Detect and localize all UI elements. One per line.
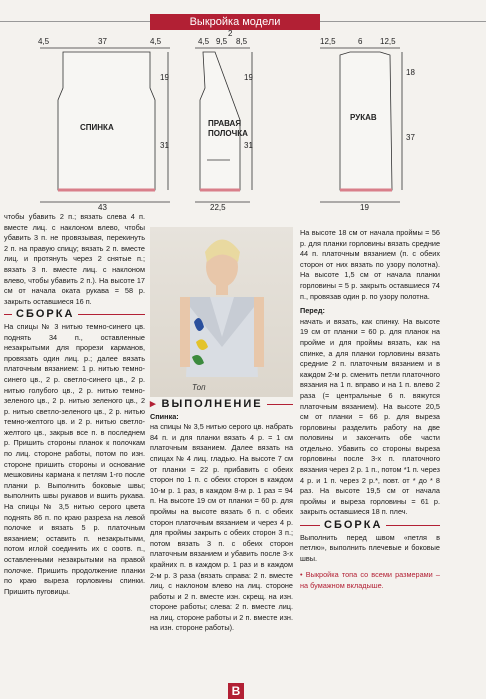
sleeve-height-upper: 18: [406, 68, 415, 77]
col3-note: • Выкройка топа со всеми размерами – на бумажном вкладыше.: [300, 570, 440, 590]
col3-subhead: Перед:: [300, 306, 325, 316]
col2-subhead: Спинка:: [150, 411, 179, 421]
col3-text: начать и вязать, как спинку. На высоте 19 см от планки = 60 р. для планок на пройме и для проймы вязать, как на спинке, а для планки горловины вязать средние 2 п. платочным вязанием и в каждом 2-м р. сменить петли платочного вязания на 1 п. вправо и на 1 п. влево 2 раза (= центральные 6 п. вяжутся платочным вязанием). На высоте 20,5 см от планки = 66 р. для выреза горловины разделить работу на две половины и закончить обе части отдельно. Убавить со стороны выреза горловины после 3-х п. платочного вязания через 2 р. 1 п., потом *1 п. через 4 р. и 1 п. через 2 р.*, повт. от * до * 8 раз. На высоте 19,5 см от начала проймы и выреза горловины = 61 р. закрыть оставшиеся 18 п. плеч.: [300, 316, 440, 517]
pattern-schematic: [0, 30, 486, 220]
back-top-left: 4,5: [38, 37, 50, 46]
sleeve-height-lower: 37: [406, 133, 415, 142]
section-execution: ▸ ВЫПОЛНЕНИЕ: [150, 399, 293, 410]
back-width-bottom: 43: [98, 203, 107, 212]
column-2: [150, 397, 293, 634]
model-photo: [150, 227, 293, 397]
col2-text: на спицы № 3,5 нитью серого цв. набрать 84 п. и для планки вязать 4 р. = 1 см платочным вязанием. Далее вязать на спицах № 4 лиц. гладью. На высоте 7 см от планки = 22 р. прибавить с обеих сторон по 1 п. с обеих сторон в каждом 10-м р. 1 раз, в каждом 8-м р. 1 раз = 94 п. На высоте 19 см от планки = 60 р. для проймы на высоте вязать 6 п. с обеих сторон платочным вязанием и через 4 р. для проймы закрыть с обеих сторон 3 п.; потом вязать 3 п. с обеих сторон платочным вязанием и убавить после 3-х крайних п. в каждом р. 1 раз и в каждом 2-м р. 3 раза (вязать справа: 2 п. вместе лиц. с наклоном влево на лиц. стороне работы и 2 п. вместе изн. скрещ. на изн. стороне работы; слева: 2 п. вместе лиц. на лиц. стороне работы и 2 п. вместе изн. на изн. стороне работы).: [150, 422, 293, 633]
back-top-mid: 37: [98, 37, 107, 46]
front-label-1: ПРАВАЯ: [208, 119, 242, 128]
front-top-left: 4,5: [198, 37, 210, 46]
front-top-mid2: 8,5: [236, 37, 248, 46]
column-3: [300, 228, 440, 592]
section-assembly-2: СБОРКА: [300, 520, 440, 531]
col1-intro: чтобы убавить 2 п.; вязать слева 4 п. вместе лиц. с наклоном влево, чтобы убавить 3 п. не провязывая, перекинуть 2 п. на правую спицу; вязать 2 п. вместе лиц. и протянуть через 2 снятые п.; вязать 3 п. вместе лиц. с наклоном влево, чтобы убавить 2 п.). На высоте 17 см от начала оката рукава = 58 р. закрыть оставшиеся 16 п.: [4, 212, 145, 306]
col3-intro: На высоте 18 см от начала проймы = 56 р. для планки горловины вязать средние 44 п. платочным вязанием (п. с обеих сторон от них вязать по узору полотна). На высоте 1,5 см от начала планки горловины = 5 р. закрыть оставшиеся 74 п., провязав один р. по узору полотна.: [300, 228, 440, 301]
column-1: [4, 212, 145, 597]
back-height-upper: 19: [160, 73, 169, 82]
front-height-lower: 31: [244, 141, 253, 150]
col1-text: На спицы № 3 нитью темно-синего цв. поднять 34 п., оставленные незакрытыми для прорези карманов, провязать один лиц. р.; далее вязать платочным вязанием: 1 р. нитью темно-синего цв., 2 р. светло-синего цв., 2 р. нитью голубого цв., 2 р. нитью темно-зеленого цв., 2 р. нитью зеленого цв., 2 р. нитью светло-зеленого цв., 2 р. нитью темно-желтого цв. и 2 р. нитью светло-желтого цв., закрыв все п. в последнем р. Пришить стороны планок к полочкам по лиц. стороне работы, потом по изн. стороне пришить стороны и основание мешковины кармана к петлям 1-го после планки р. Выполнить боковые швы; выполнить швы рукавов и вшить рукава. На спицы № 3,5 нитью серого цвета поднять 86 п. по краю разреза на левой полочке и вязать 5 р. платочным вязанием; оставить п. незакрытыми, потом иглой соединить их с соотв. п., оставленными незакрытыми на правой полочке. Пришить продолжение планки по краю выреза горловины спинки. Пришить пуговицы.: [4, 321, 145, 596]
section-assembly-1: СБОРКА: [4, 309, 145, 320]
front-height-upper: 19: [244, 73, 253, 82]
col3-assembly: Выполнить перед швом «петля в петлю», выполнить плечевые и боковые швы.: [300, 532, 440, 563]
back-top-right: 4,5: [150, 37, 162, 46]
page-title: Выкройка модели: [150, 14, 320, 30]
photo-caption: Топ: [192, 383, 206, 392]
front-top-mid1: 9,5: [216, 37, 228, 46]
back-label: СПИНКА: [80, 123, 114, 132]
front-top-2: 2: [228, 30, 233, 38]
front-width-bottom: 22,5: [210, 203, 226, 212]
front-label-2: ПОЛОЧКА: [208, 129, 248, 138]
model-illustration: [150, 227, 293, 397]
back-height-lower: 31: [160, 141, 169, 150]
sleeve-width-bottom: 19: [360, 203, 369, 212]
sleeve-top-right: 12,5: [380, 37, 396, 46]
sleeve-top-left: 12,5: [320, 37, 336, 46]
sleeve-label: РУКАВ: [350, 113, 377, 122]
sleeve-top-mid: 6: [358, 37, 363, 46]
page-number: В: [228, 683, 244, 699]
